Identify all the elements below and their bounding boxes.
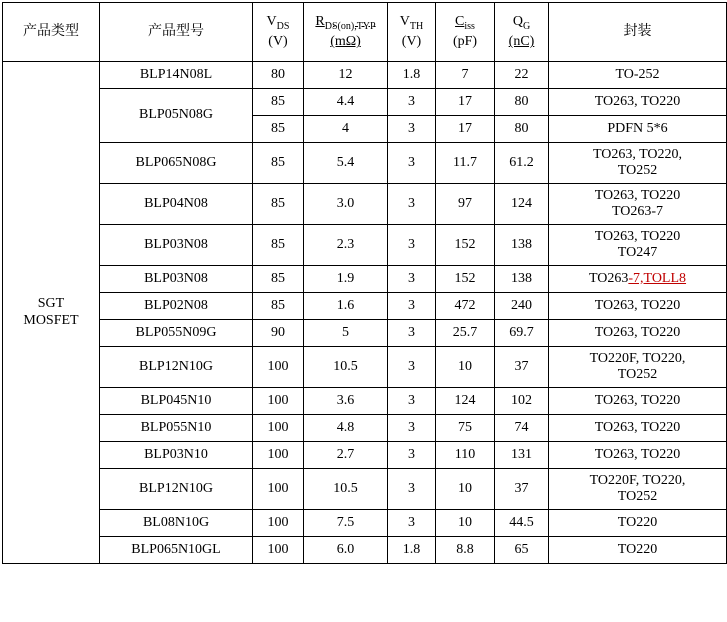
cell-vds: 100 bbox=[253, 442, 304, 469]
cell-model: BLP14N08L bbox=[100, 62, 253, 89]
header-rds-symbol: $R_{DS(on),TYP}$ bbox=[315, 14, 376, 32]
package-line-1: TO263, TO220 bbox=[594, 187, 681, 203]
cell-package bbox=[549, 225, 727, 266]
header-qg bbox=[495, 3, 549, 62]
cell-ciss: 110 bbox=[436, 442, 495, 469]
cell-vds: 85 bbox=[253, 116, 304, 143]
cell-ciss: 152 bbox=[436, 266, 495, 293]
category-line-1: SGT bbox=[37, 296, 65, 312]
cell-qg: 131 bbox=[495, 442, 549, 469]
cell-model: BLP065N08G bbox=[100, 143, 253, 184]
cell-model: BLP03N08 bbox=[100, 225, 253, 266]
cell-vds: 85 bbox=[253, 143, 304, 184]
cell-rds: 2.7 bbox=[304, 442, 388, 469]
cell-model: BLP02N08 bbox=[100, 293, 253, 320]
table-row bbox=[3, 347, 727, 388]
header-vth bbox=[388, 3, 436, 62]
header-row bbox=[3, 3, 727, 62]
package-text-annotated: TO263-7,TOLL8 bbox=[588, 270, 687, 286]
cell-vds: 100 bbox=[253, 347, 304, 388]
cell-package: TO263, TO220 bbox=[549, 442, 727, 469]
cell-qg: 138 bbox=[495, 225, 549, 266]
cell-vth: 3 bbox=[388, 347, 436, 388]
header-qg-unit: (nC) bbox=[508, 34, 535, 50]
cell-package: TO220 bbox=[549, 510, 727, 537]
category-cell bbox=[3, 62, 100, 564]
cell-rds: 3.6 bbox=[304, 388, 388, 415]
cell-ciss: 472 bbox=[436, 293, 495, 320]
cell-vth: 3 bbox=[388, 510, 436, 537]
cell-vth: 3 bbox=[388, 415, 436, 442]
cell-package: TO263, TO220 bbox=[549, 415, 727, 442]
cell-model: BLP05N08G bbox=[100, 89, 253, 143]
cell-vth: 3 bbox=[388, 143, 436, 184]
cell-rds: 4.4 bbox=[304, 89, 388, 116]
header-vth-symbol: $V_{TH}$ bbox=[399, 14, 424, 32]
cell-qg: 124 bbox=[495, 184, 549, 225]
cell-rds: 6.0 bbox=[304, 537, 388, 564]
cell-model: BLP12N10G bbox=[100, 469, 253, 510]
cell-package: TO263, TO220 bbox=[549, 320, 727, 347]
cell-vds: 85 bbox=[253, 266, 304, 293]
cell-qg: 65 bbox=[495, 537, 549, 564]
cell-qg: 37 bbox=[495, 347, 549, 388]
header-model-label: 产品型号 bbox=[148, 23, 204, 39]
package-line-2: TO247 bbox=[617, 245, 658, 260]
cell-rds: 1.9 bbox=[304, 266, 388, 293]
cell-rds: 2.3 bbox=[304, 225, 388, 266]
cell-vds: 90 bbox=[253, 320, 304, 347]
cell-vth: 3 bbox=[388, 320, 436, 347]
header-vds-unit: (V) bbox=[268, 34, 288, 50]
cell-rds: 4.8 bbox=[304, 415, 388, 442]
table-row bbox=[3, 293, 727, 320]
table-body bbox=[3, 62, 727, 564]
cell-qg: 37 bbox=[495, 469, 549, 510]
cell-ciss: 10 bbox=[436, 347, 495, 388]
package-line-2: TO252 bbox=[617, 489, 658, 504]
cell-vds: 80 bbox=[253, 62, 304, 89]
package-line-2: TO252 bbox=[617, 163, 658, 178]
table-row bbox=[3, 89, 727, 116]
cell-model: BLP065N10GL bbox=[100, 537, 253, 564]
header-package bbox=[549, 3, 727, 62]
cell-qg: 22 bbox=[495, 62, 549, 89]
cell-vds: 100 bbox=[253, 469, 304, 510]
category-line-2: MOSFET bbox=[23, 312, 79, 328]
cell-rds: 3.0 bbox=[304, 184, 388, 225]
cell-ciss: 11.7 bbox=[436, 143, 495, 184]
table-row bbox=[3, 388, 727, 415]
spec-sheet bbox=[0, 2, 727, 622]
cell-model: BLP055N10 bbox=[100, 415, 253, 442]
cell-vth: 3 bbox=[388, 266, 436, 293]
cell-ciss: 124 bbox=[436, 388, 495, 415]
cell-rds: 4 bbox=[304, 116, 388, 143]
cell-ciss: 17 bbox=[436, 89, 495, 116]
header-vds bbox=[253, 3, 304, 62]
cell-ciss: 17 bbox=[436, 116, 495, 143]
table-row bbox=[3, 266, 727, 293]
cell-vth: 1.8 bbox=[388, 62, 436, 89]
cell-vth: 1.8 bbox=[388, 537, 436, 564]
header-rds bbox=[304, 3, 388, 62]
cell-rds: 1.6 bbox=[304, 293, 388, 320]
cell-rds: 10.5 bbox=[304, 469, 388, 510]
cell-ciss: 152 bbox=[436, 225, 495, 266]
cell-ciss: 75 bbox=[436, 415, 495, 442]
cell-vth: 3 bbox=[388, 225, 436, 266]
cell-ciss: 8.8 bbox=[436, 537, 495, 564]
table-row bbox=[3, 442, 727, 469]
cell-ciss: 97 bbox=[436, 184, 495, 225]
product-spec-table bbox=[2, 2, 727, 564]
package-line-1: TO263, TO220, bbox=[592, 146, 683, 162]
cell-vth: 3 bbox=[388, 116, 436, 143]
cell-package: TO220 bbox=[549, 537, 727, 564]
package-line-2: TO263-7 bbox=[611, 204, 664, 219]
package-line-1: TO220F, TO220, bbox=[589, 472, 686, 488]
cell-rds: 5 bbox=[304, 320, 388, 347]
cell-vds: 85 bbox=[253, 184, 304, 225]
cell-package: TO263, TO220 bbox=[549, 293, 727, 320]
cell-rds: 5.4 bbox=[304, 143, 388, 184]
table-row bbox=[3, 320, 727, 347]
cell-qg: 69.7 bbox=[495, 320, 549, 347]
table-row bbox=[3, 184, 727, 225]
cell-package: TO263, TO220 bbox=[549, 388, 727, 415]
cell-qg: 74 bbox=[495, 415, 549, 442]
cell-package bbox=[549, 347, 727, 388]
header-vds-symbol: $V_{DS}$ bbox=[266, 14, 290, 32]
cell-rds: 7.5 bbox=[304, 510, 388, 537]
cell-vth: 3 bbox=[388, 293, 436, 320]
header-rds-unit: (mΩ) bbox=[330, 34, 361, 50]
cell-package: PDFN 5*6 bbox=[549, 116, 727, 143]
table-row bbox=[3, 62, 727, 89]
table-row bbox=[3, 415, 727, 442]
cell-vds: 85 bbox=[253, 89, 304, 116]
cell-ciss: 10 bbox=[436, 510, 495, 537]
header-category-label: 产品类型 bbox=[23, 23, 79, 39]
cell-qg: 240 bbox=[495, 293, 549, 320]
cell-package bbox=[549, 469, 727, 510]
cell-ciss: 10 bbox=[436, 469, 495, 510]
cell-qg: 138 bbox=[495, 266, 549, 293]
table-row bbox=[3, 510, 727, 537]
cell-package: TO-252 bbox=[549, 62, 727, 89]
cell-package bbox=[549, 184, 727, 225]
cell-model: BLP12N10G bbox=[100, 347, 253, 388]
table-row bbox=[3, 537, 727, 564]
cell-model: BLP03N10 bbox=[100, 442, 253, 469]
cell-qg: 61.2 bbox=[495, 143, 549, 184]
cell-qg: 102 bbox=[495, 388, 549, 415]
cell-model: BLP04N08 bbox=[100, 184, 253, 225]
header-qg-symbol: $Q_G$ bbox=[512, 14, 531, 32]
cell-vth: 3 bbox=[388, 184, 436, 225]
cell-vds: 85 bbox=[253, 225, 304, 266]
header-ciss bbox=[436, 3, 495, 62]
cell-rds: 10.5 bbox=[304, 347, 388, 388]
cell-vds: 100 bbox=[253, 388, 304, 415]
cell-model: BLP045N10 bbox=[100, 388, 253, 415]
cell-model: BLP055N09G bbox=[100, 320, 253, 347]
cell-qg: 44.5 bbox=[495, 510, 549, 537]
cell-ciss: 25.7 bbox=[436, 320, 495, 347]
table-row bbox=[3, 225, 727, 266]
header-model bbox=[100, 3, 253, 62]
cell-package bbox=[549, 266, 727, 293]
cell-model: BLP03N08 bbox=[100, 266, 253, 293]
cell-qg: 80 bbox=[495, 116, 549, 143]
cell-ciss: 7 bbox=[436, 62, 495, 89]
package-line-1: TO220F, TO220, bbox=[589, 350, 686, 366]
cell-package: TO263, TO220 bbox=[549, 89, 727, 116]
cell-rds: 12 bbox=[304, 62, 388, 89]
cell-vth: 3 bbox=[388, 469, 436, 510]
cell-vth: 3 bbox=[388, 388, 436, 415]
cell-vds: 100 bbox=[253, 415, 304, 442]
table-row bbox=[3, 143, 727, 184]
cell-model: BL08N10G bbox=[100, 510, 253, 537]
table-row bbox=[3, 469, 727, 510]
cell-package bbox=[549, 143, 727, 184]
header-ciss-symbol: $C_{iss}$ bbox=[455, 14, 475, 32]
cell-vth: 3 bbox=[388, 89, 436, 116]
header-ciss-unit: (pF) bbox=[452, 34, 478, 50]
cell-vds: 85 bbox=[253, 293, 304, 320]
package-line-2: TO252 bbox=[617, 367, 658, 382]
table-header bbox=[3, 3, 727, 62]
header-package-label: 封装 bbox=[623, 23, 652, 39]
package-line-1: TO263, TO220 bbox=[594, 228, 681, 244]
header-category bbox=[3, 3, 100, 62]
header-vth-unit: (V) bbox=[401, 34, 422, 50]
cell-qg: 80 bbox=[495, 89, 549, 116]
cell-vds: 100 bbox=[253, 510, 304, 537]
cell-vds: 100 bbox=[253, 537, 304, 564]
cell-vth: 3 bbox=[388, 442, 436, 469]
